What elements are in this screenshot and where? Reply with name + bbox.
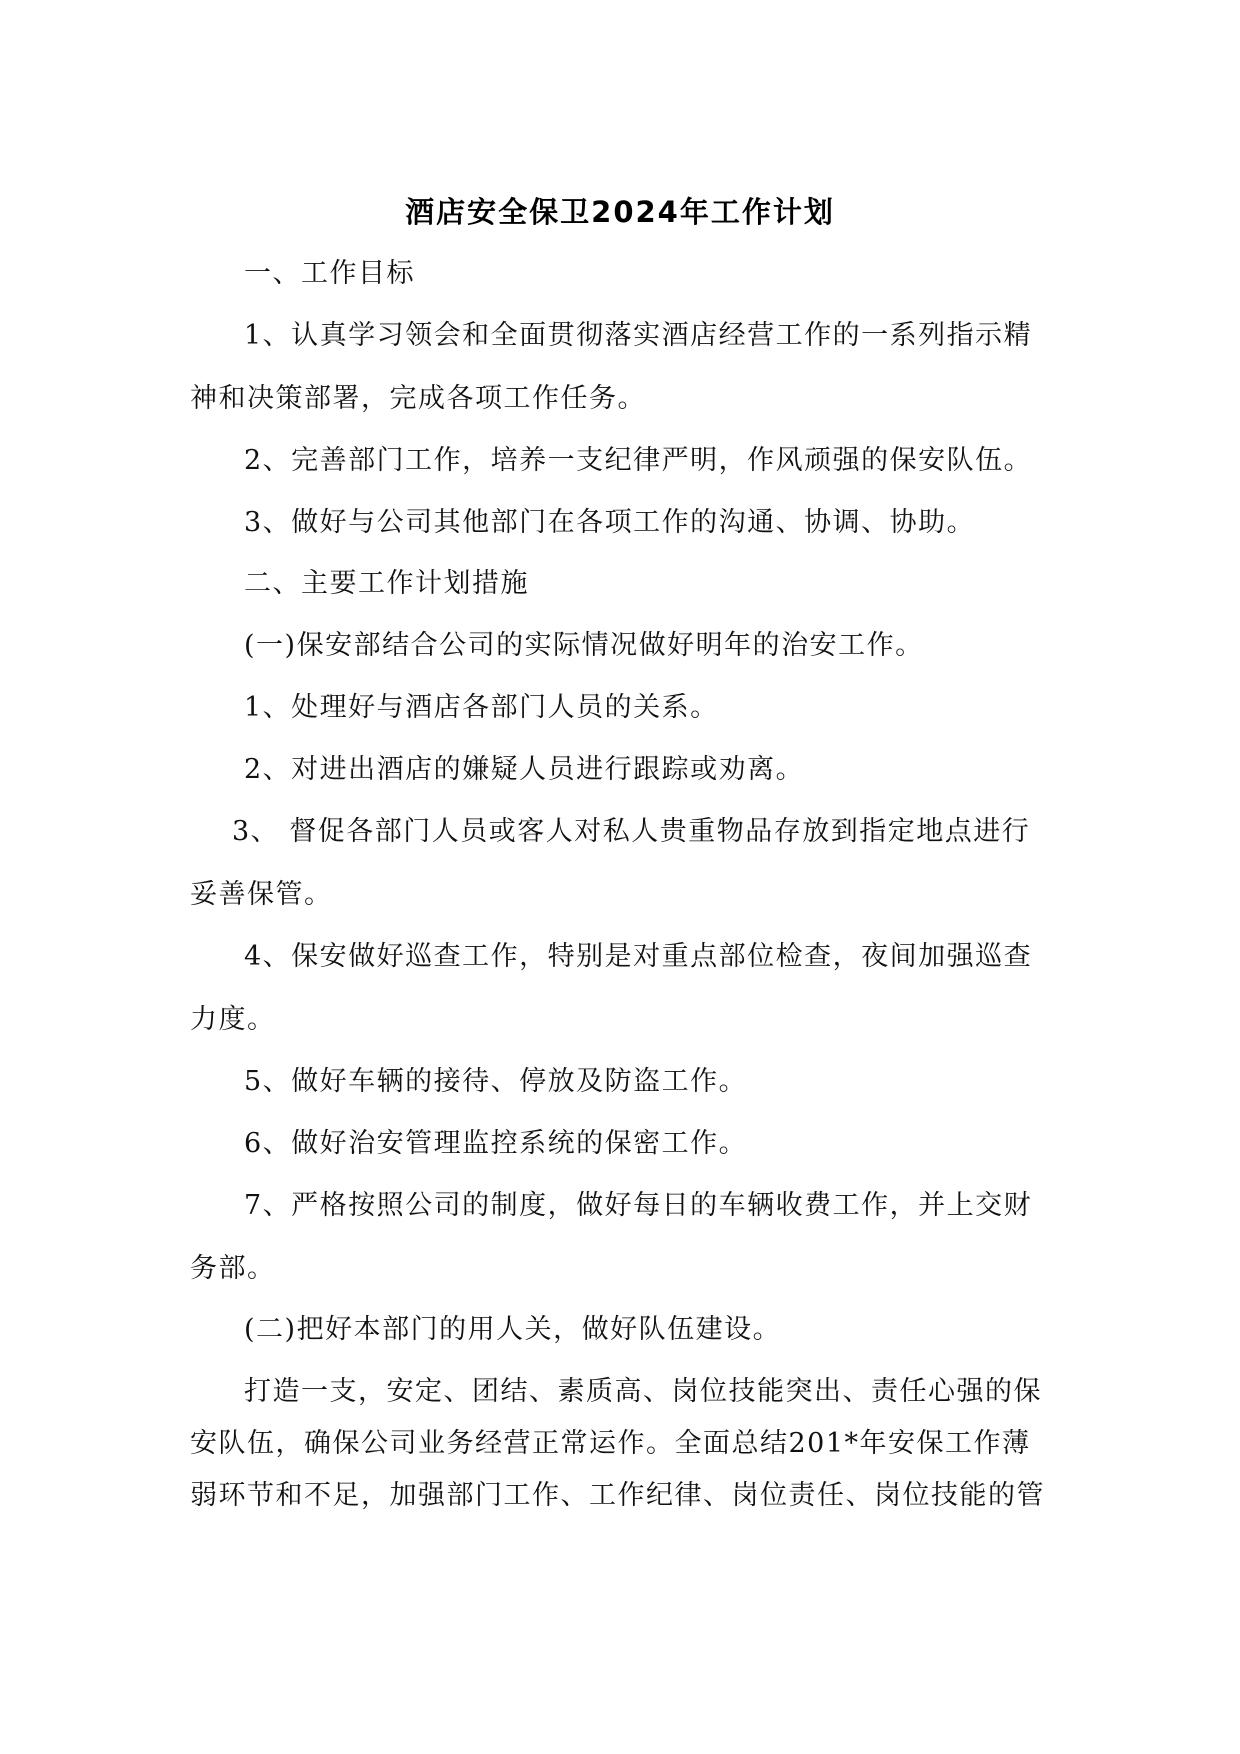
subsection-heading: (一)保安部结合公司的实际情况做好明年的治安工作。 <box>244 630 924 661</box>
paragraph-line: 5、做好车辆的接待、停放及防盗工作。 <box>244 1066 748 1097</box>
page-title: 酒店安全保卫2024年工作计划 <box>405 195 835 229</box>
paragraph-line: 力度。 <box>190 1004 276 1035</box>
paragraph-line: 6、做好治安管理监控系统的保密工作。 <box>244 1128 748 1159</box>
paragraph-line: 4、保安做好巡查工作，特别是对重点部位检查，夜间加强巡查 <box>244 941 1033 972</box>
paragraph-line: 神和决策部署，完成各项工作任务。 <box>190 383 646 414</box>
paragraph-line: 打造一支，安定、团结、素质高、岗位技能突出、责任心强的保 <box>244 1376 1042 1407</box>
section-heading-goals: 一、工作目标 <box>244 258 415 289</box>
paragraph-line: 安队伍，确保公司业务经营正常运作。全面总结201*年安保工作薄 <box>190 1428 1031 1459</box>
paragraph-line: 弱环节和不足，加强部门工作、工作纪律、岗位责任、岗位技能的管 <box>190 1480 1045 1511</box>
subsection-heading: (二)把好本部门的用人关，做好队伍建设。 <box>244 1314 782 1345</box>
paragraph-line: 3、做好与公司其他部门在各项工作的沟通、协调、协助。 <box>244 507 976 538</box>
paragraph-line: 1、处理好与酒店各部门人员的关系。 <box>244 692 719 723</box>
paragraph-line: 妥善保管。 <box>190 879 333 910</box>
paragraph-line: 7、严格按照公司的制度，做好每日的车辆收费工作，并上交财 <box>244 1190 1033 1221</box>
paragraph-line: 务部。 <box>190 1253 276 1284</box>
paragraph-line: 2、完善部门工作，培养一支纪律严明，作风顽强的保安队伍。 <box>244 445 1033 476</box>
paragraph-line: 2、对进出酒店的嫌疑人员进行跟踪或劝离。 <box>244 754 805 785</box>
paragraph-line: 3、 督促各部门人员或客人对私人贵重物品存放到指定地点进行 <box>232 816 1031 847</box>
paragraph-line: 1、认真学习领会和全面贯彻落实酒店经营工作的一系列指示精 <box>244 320 1033 351</box>
section-heading-measures: 二、主要工作计划措施 <box>244 568 529 599</box>
